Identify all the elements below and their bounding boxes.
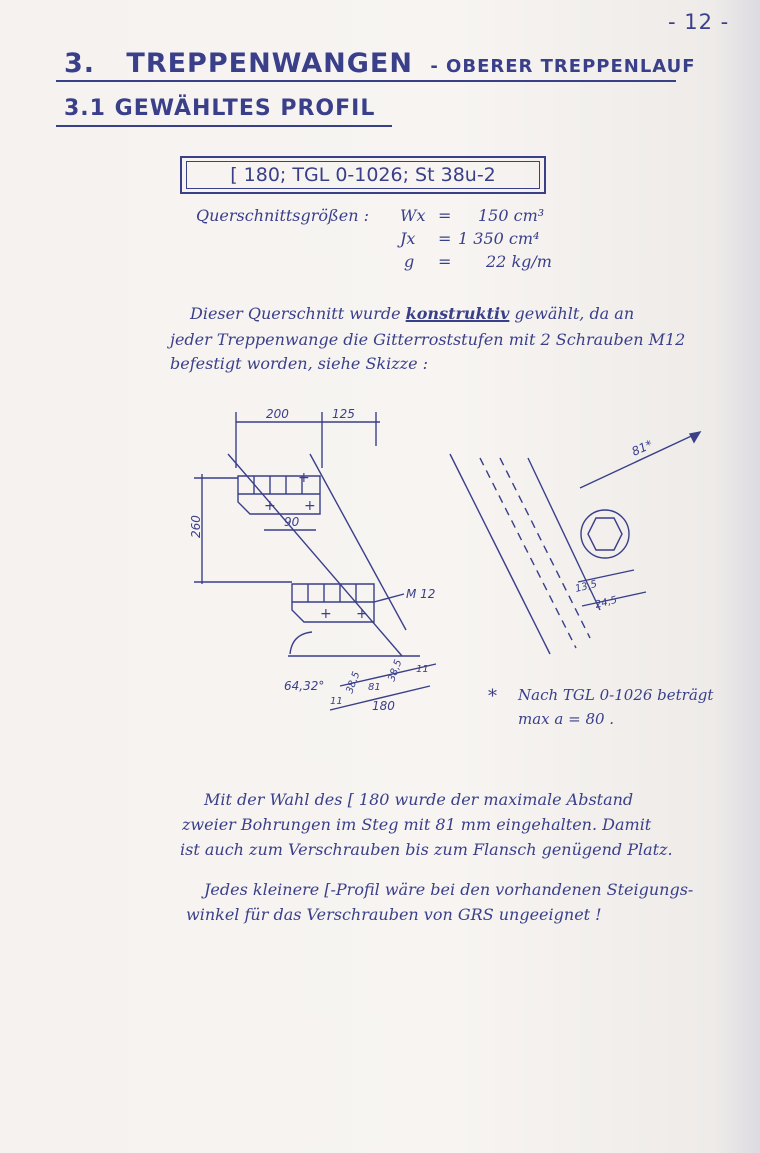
symbol-g: g (404, 252, 415, 271)
final-line-2: winkel für das Verschrauben von GRS ungeeignet ! (186, 905, 602, 924)
footnote-line-1: Nach TGL 0-1026 beträgt (518, 686, 714, 704)
label-dim-260: 260 (189, 515, 203, 538)
label-dim-13-5: 13,5 (574, 578, 599, 595)
conclusion-line-2: zweier Bohrungen im Steg mit 81 mm eingehalten. Damit (182, 815, 652, 834)
intro-line-1-start: Dieser Querschnitt wurde (190, 304, 401, 323)
detail-hidden-1 (480, 458, 576, 648)
subsection-heading: 3.1 GEWÄHLTES PROFIL (64, 96, 376, 121)
upper-bolt-1: + (298, 470, 310, 486)
conclusion-line-1: Mit der Wahl des [ 180 wurde der maximale Abstand (204, 790, 634, 809)
label-dim-81: 81 (368, 682, 381, 693)
lower-bolt-2: + (356, 606, 368, 622)
footnote-line-2: max a = 80 . (518, 710, 615, 728)
page-number: - 12 - (668, 10, 730, 34)
profile-spec: [ 180; TGL 0-1026; St 38u-2 (230, 164, 496, 186)
intro-emphasis: konstruktiv (405, 304, 510, 323)
heading-underline (56, 80, 676, 82)
label-dim-38-5-right: 38,5 (386, 658, 405, 684)
section-title: TREPPENWANGEN (126, 48, 413, 79)
section-heading (64, 48, 696, 79)
label-m12: M 12 (406, 587, 436, 601)
profile-box (180, 156, 546, 194)
upper-bolt-2: + (264, 498, 276, 514)
subheading-underline (56, 125, 392, 127)
stringer-right-edge (310, 454, 406, 630)
eq-wx: = (438, 206, 452, 225)
label-dim-125: 125 (332, 407, 355, 421)
eq-g: = (438, 252, 452, 271)
label-dim-180: 180 (372, 699, 395, 713)
final-line-1: Jedes kleinere [-Profil wäre bei den vorhandenen Steigungs- (204, 880, 694, 899)
conclusion-line-3: ist auch zum Verschrauben bis zum Flansch genügend Platz. (180, 840, 673, 859)
lower-bolt-1: + (320, 606, 332, 622)
label-dim-90: 90 (284, 515, 300, 529)
intro-line-1-end: gewählt, da an (514, 304, 635, 323)
arrow-head (690, 432, 700, 442)
symbol-wx: Wx (400, 206, 426, 225)
bolt-head (588, 518, 622, 550)
intro-line-1 (190, 304, 634, 323)
label-dim-24-5: 24,5 (594, 594, 619, 611)
section-number: 3. (64, 48, 96, 79)
eq-jx: = (438, 229, 452, 248)
symbol-jx: Jx (400, 229, 416, 248)
label-dim-200: 200 (266, 407, 289, 421)
upper-bolt-3: + (304, 498, 316, 514)
label-dim-11-left: 11 (330, 696, 343, 707)
value-wx: 150 cm³ (478, 206, 545, 225)
cross-section-label: Querschnittsgrößen : (196, 206, 369, 225)
label-angle: 64,32° (284, 679, 325, 693)
label-dim-38-5-left: 38,5 (344, 670, 363, 696)
footnote-star: * (488, 686, 497, 707)
detail-edge-left (450, 454, 550, 654)
intro-line-2: jeder Treppenwange die Gitterroststufen mit 2 Schrauben M12 (170, 330, 686, 349)
label-dim-11-right: 11 (416, 664, 429, 675)
value-jx: 1 350 cm⁴ (458, 229, 540, 248)
value-g: 22 kg/m (486, 252, 552, 271)
angle-arc (290, 632, 312, 654)
m12-leader (374, 594, 404, 602)
detail-hidden-2 (500, 458, 590, 638)
label-dim-81-star: 81* (629, 437, 655, 459)
intro-line-3: befestigt worden, siehe Skizze : (170, 354, 429, 373)
section-subtitle: - OBERER TREPPENLAUF (430, 56, 696, 77)
